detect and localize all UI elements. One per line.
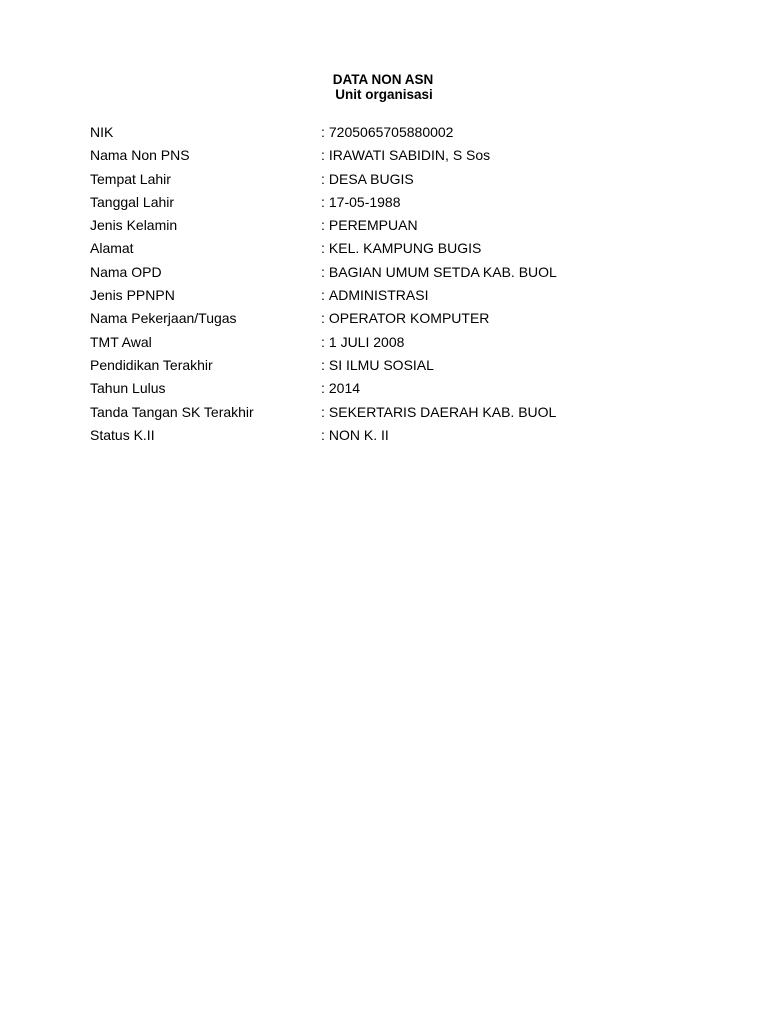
field-row	[90, 217, 730, 240]
field-row	[90, 171, 730, 194]
field-separator: :	[321, 333, 325, 350]
field-value	[321, 147, 490, 164]
field-value-text: KEL. KAMPUNG BUGIS	[328, 240, 482, 257]
field-separator: :	[321, 240, 325, 257]
field-separator: :	[321, 426, 325, 443]
field-value	[321, 404, 556, 421]
field-label: Jenis Kelamin	[90, 217, 178, 234]
field-separator: :	[321, 193, 325, 210]
field-value-text: IRAWATI SABIDIN, S Sos	[328, 147, 491, 164]
field-value-text: PEREMPUAN	[328, 217, 418, 234]
field-row	[90, 124, 730, 147]
field-value	[321, 310, 489, 327]
field-value-text: 2014	[328, 380, 361, 397]
field-value	[321, 380, 360, 397]
field-value	[321, 357, 434, 374]
field-separator: :	[321, 287, 325, 304]
field-row	[90, 287, 730, 310]
field-separator: :	[321, 170, 325, 187]
field-label: TMT Awal	[90, 333, 152, 350]
field-separator: :	[321, 147, 325, 164]
field-label: Jenis PPNPN	[90, 287, 175, 304]
field-value-text: BAGIAN UMUM SETDA KAB. BUOL	[328, 263, 557, 280]
field-row	[90, 334, 730, 357]
field-separator: :	[321, 124, 325, 140]
field-label: Tahun Lulus	[90, 380, 166, 397]
field-list	[90, 124, 730, 450]
field-label: NIK	[90, 124, 114, 140]
field-value-text: DESA BUGIS	[328, 170, 414, 187]
field-value-text: NON K. II	[328, 426, 389, 443]
field-label: Nama OPD	[90, 263, 162, 280]
field-separator: :	[321, 310, 325, 327]
field-value	[321, 334, 404, 351]
field-row	[90, 427, 730, 450]
field-value	[321, 427, 389, 444]
field-separator: :	[321, 217, 325, 234]
field-value-text: SI ILMU SOSIAL	[328, 356, 434, 373]
title-block	[0, 72, 768, 102]
field-separator: :	[321, 263, 325, 280]
field-label: Tanda Tangan SK Terakhir	[90, 403, 254, 420]
field-value-text: 17-05-1988	[328, 193, 401, 210]
field-row	[90, 357, 730, 380]
field-separator: :	[321, 356, 325, 373]
field-row	[90, 404, 730, 427]
field-label: Status K.II	[90, 426, 155, 443]
field-row	[90, 240, 730, 263]
field-row	[90, 264, 730, 287]
field-label: Tempat Lahir	[90, 170, 171, 187]
field-row	[90, 147, 730, 170]
field-value	[321, 194, 401, 211]
field-label: Tanggal Lahir	[90, 193, 175, 210]
document-subtitle: Unit organisasi	[335, 87, 433, 102]
field-separator: :	[321, 380, 325, 397]
field-value-text: OPERATOR KOMPUTER	[328, 310, 490, 327]
field-value	[321, 217, 418, 234]
field-value	[321, 287, 428, 304]
field-value-text: SEKERTARIS DAERAH KAB. BUOL	[328, 403, 557, 420]
field-label: Nama Non PNS	[90, 147, 190, 164]
field-label: Alamat	[90, 240, 134, 257]
field-row	[90, 194, 730, 217]
field-value-text: ADMINISTRASI	[328, 287, 429, 304]
field-label: Pendidikan Terakhir	[90, 356, 213, 373]
field-value	[321, 171, 414, 188]
field-separator: :	[321, 403, 325, 420]
field-label: Nama Pekerjaan/Tugas	[90, 310, 237, 327]
document-title: DATA NON ASN	[332, 72, 434, 87]
field-row	[90, 310, 730, 333]
field-value-text: 1 JULI 2008	[328, 333, 405, 350]
field-value	[321, 240, 481, 257]
field-row	[90, 380, 730, 403]
field-value-text: 7205065705880002	[328, 124, 454, 140]
field-value	[321, 264, 557, 281]
field-value	[321, 124, 453, 141]
